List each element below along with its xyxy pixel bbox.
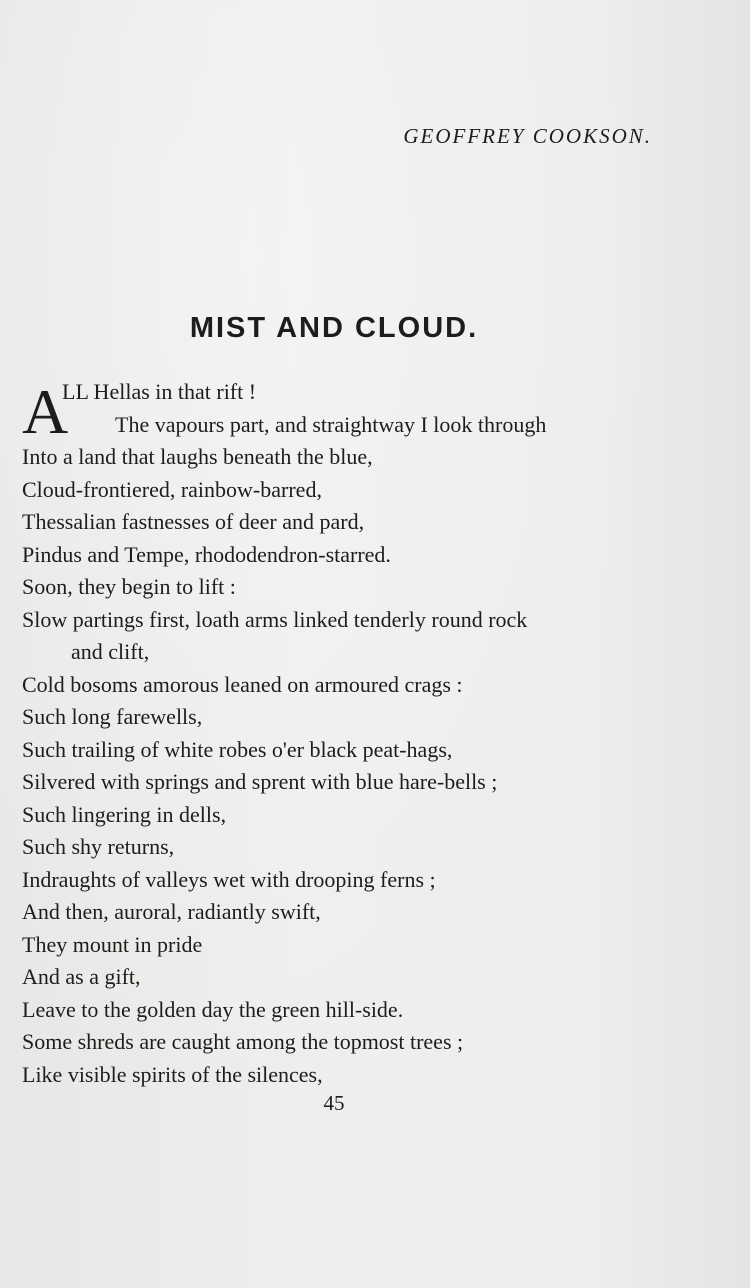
- running-head: GEOFFREY COOKSON.: [403, 124, 652, 148]
- poem-line: Such trailing of white robes o'er black peat-hags,: [22, 736, 453, 762]
- drop-cap: A: [22, 376, 69, 447]
- poem-line: Indraughts of valleys wet with drooping ferns ;: [22, 866, 436, 892]
- poem-body: [22, 376, 722, 1091]
- poem-line: Into a land that laughs beneath the blue,: [22, 444, 373, 469]
- poem-line: And then, auroral, radiantly swift,: [22, 899, 321, 924]
- poem-line: Soon, they begin to lift :: [22, 574, 236, 599]
- poem-line: Such lingering in dells,: [22, 801, 227, 827]
- poem-line: They mount in pride: [22, 931, 203, 957]
- poem-line: And as a gift,: [22, 964, 141, 989]
- poem-line: Some shreds are caught among the topmost trees ;: [22, 1029, 464, 1054]
- poem-line: LL Hellas in that rift !: [62, 379, 257, 404]
- poem-line: Thessalian fastnesses of deer and pard,: [22, 509, 365, 534]
- poem-line: Cloud-frontiered, rainbow-barred,: [22, 476, 322, 502]
- poem-title: MIST AND CLOUD.: [189, 312, 479, 344]
- poem-line: Leave to the golden day the green hill-side.: [22, 996, 404, 1022]
- poem-line: Silvered with springs and sprent with blue hare-bells ;: [22, 769, 498, 794]
- poem-line: Like visible spirits of the silences,: [22, 1061, 323, 1087]
- poem-line: Such long farewells,: [22, 704, 203, 729]
- poem-line: The vapours part, and straightway I look through: [115, 411, 547, 437]
- poem-line: Such shy returns,: [22, 834, 175, 859]
- poem-line: Slow partings first, loath arms linked tenderly round rock: [22, 606, 528, 632]
- page-number: 45: [323, 1091, 345, 1115]
- poem-line: Cold bosoms amorous leaned on armoured crags :: [22, 671, 463, 697]
- poem-line: Pindus and Tempe, rhododendron-starred.: [22, 541, 391, 567]
- poem-line: and clift,: [71, 639, 150, 664]
